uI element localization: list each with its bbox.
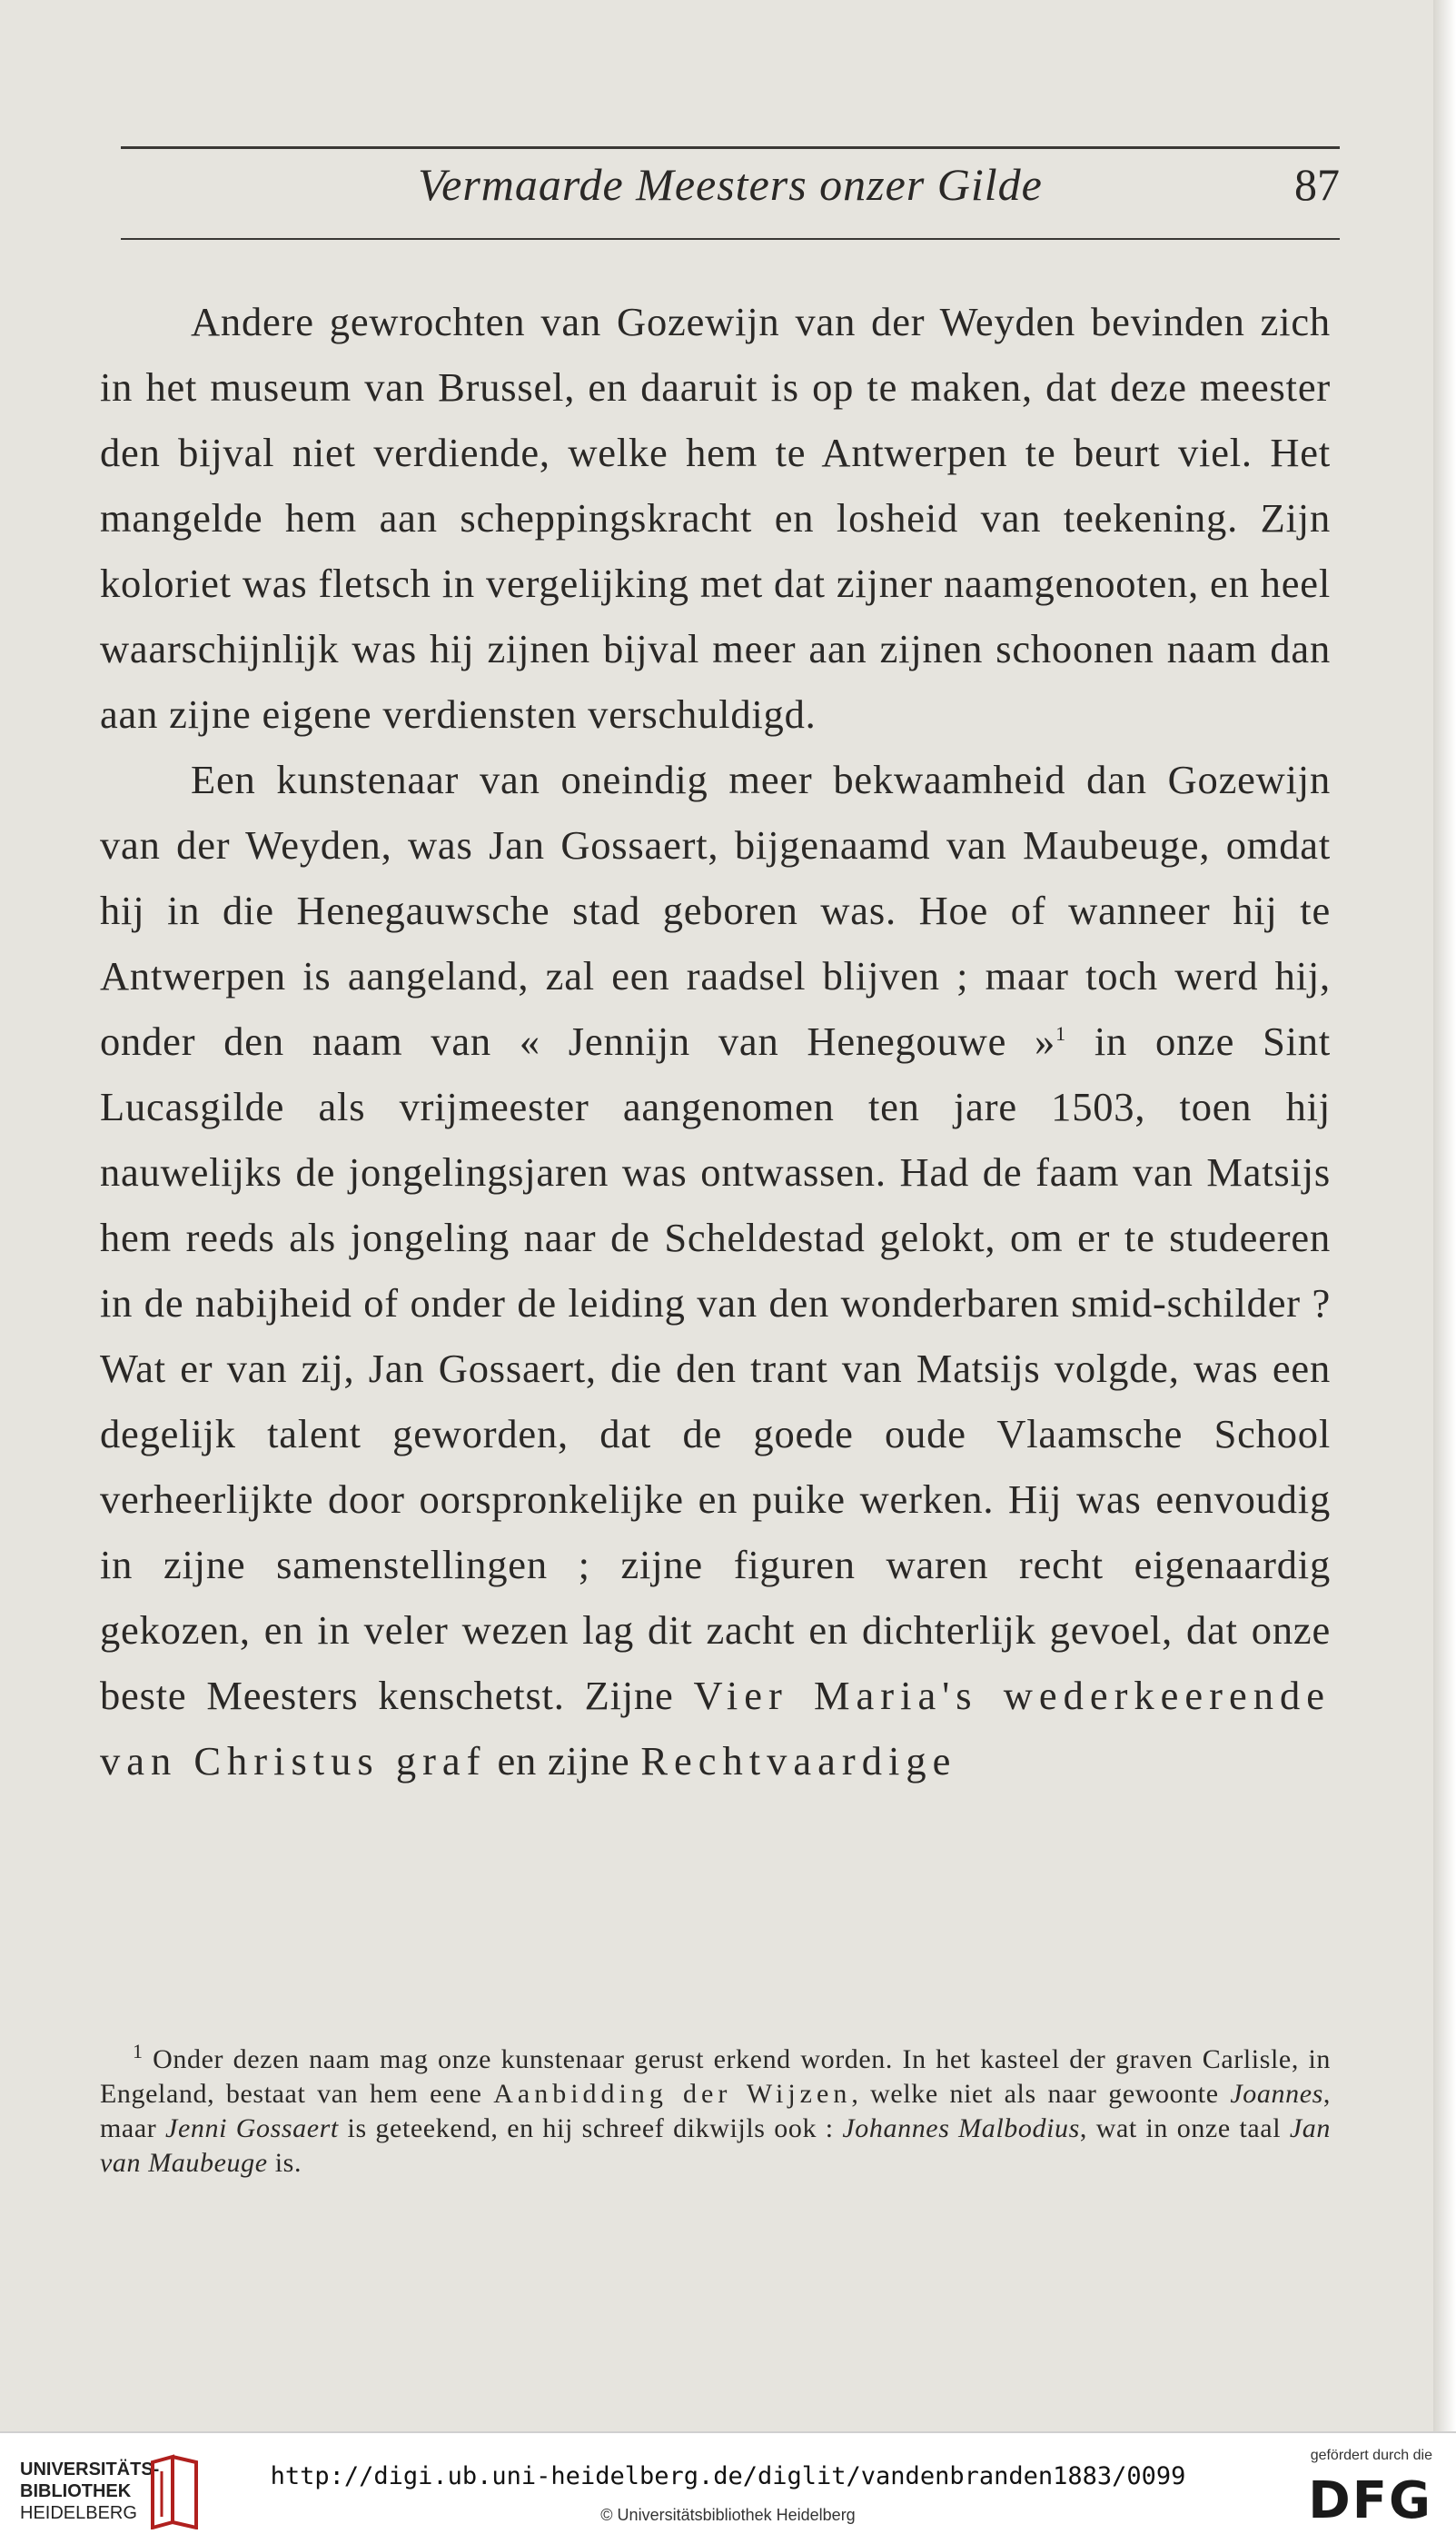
footnote-spaced-title: Aanbidding der Wijzen xyxy=(493,2079,852,2109)
permalink-url[interactable]: http://digi.ub.uni-heidelberg.de/diglit/vandenbranden1883/0099 xyxy=(270,2462,1186,2490)
paragraph-2-part-b: in onze Sint Lucasgilde als vrijmeester aangenomen ten jare 1503, toen hij nauwelijks de jongelingsjaren was ontwassen. Had de faam van Matsijs hem reeds als jongeling naar de Scheldestad gelokt, om er te studeeren in de nabijheid of onder de leiding van den wonderbaren smid-schilder ? Wat er van zij, Jan Gossaert, die den trant van Matsijs volgde, was een degelijk talent geworden, dat de goede oude Vlaamsche School verheerlijkte door oorspronkelijke en puike werken. Hij was eenvoudig in zijne samenstellingen ; zijne figuren waren recht eigenaardig gekozen, en in veler wezen lag dit zacht en dichterlijk gevoel, dat onze beste Meesters kenschetst. Zijne xyxy=(100,1019,1331,1718)
footnote-text: is geteekend, en hij schreef dikwijls ook : xyxy=(338,2113,843,2143)
footnote-text: , welke niet als naar gewoonte xyxy=(851,2079,1231,2109)
paragraph-2-part-a: Een kunstenaar van oneindig meer bekwaamheid dan Gozewijn van der Weyden, was Jan Gossaert, bijgenaamd van Maubeuge, omdat hij in die Henegauwsche stad geboren was. Hoe of wanneer hij te Antwerpen is aangeland, zal een raadsel blijven ; maar toch werd hij, onder den naam van « Jennijn van Henegouwe » xyxy=(100,757,1331,1064)
footnotes xyxy=(100,2042,1331,2181)
header-rule-bottom xyxy=(121,238,1340,240)
library-line-3: HEIDELBERG xyxy=(20,2503,137,2523)
library-line-2: BIBLIOTHEK xyxy=(20,2481,132,2501)
footnote-text: Onder dezen naam mag onze kunstenaar gerust erkend worden. In het kasteel der graven Carlisle, in Engeland, bestaat van hem eene xyxy=(100,2044,1331,2109)
footnote-italic: Jenni Gossaert xyxy=(165,2113,339,2143)
footnote-reference: 1 xyxy=(1055,1022,1066,1046)
funder-caption: gefördert durch die xyxy=(1310,2448,1432,2463)
footnote-text: is. xyxy=(267,2148,302,2178)
running-title: Vermaarde Meesters onzer Gilde xyxy=(418,159,1043,210)
running-head xyxy=(121,158,1340,222)
copyright-notice: © Universitätsbibliothek Heidelberg xyxy=(600,2506,856,2524)
footer-bar xyxy=(0,2431,1456,2544)
footnote-italic: Joannes xyxy=(1230,2079,1323,2109)
dfg-logo[interactable]: DFG xyxy=(1308,2471,1432,2530)
library-line-1: UNIVERSITÄTS- xyxy=(20,2460,160,2479)
spaced-title-2: Rechtvaardige xyxy=(640,1738,957,1784)
footnote-text: , maar xyxy=(100,2079,1331,2143)
spaced-title-1: Vier Maria's wederkeerende van Christus graf xyxy=(100,1673,1331,1784)
paragraph-2 xyxy=(100,747,1331,1794)
footnote-italic: Johannes Malbodius xyxy=(842,2113,1080,2143)
page-number: 87 xyxy=(1294,159,1340,210)
footnote-text: , wat in onze taal xyxy=(1079,2113,1290,2143)
footnote-1 xyxy=(100,2042,1331,2181)
footnote-marker: 1 xyxy=(133,2040,144,2062)
footnote-italic: Jan van Maubeuge xyxy=(100,2113,1331,2178)
paragraph-1: Andere gewrochten van Gozewijn van der Weyden bevinden zich in het museum van Brussel, en daaruit is op te maken, dat deze meester den bijval niet verdiende, welke hem te Antwerpen te beurt viel. Het mangelde hem aan scheppingskracht en losheid van teekening. Zijn koloriet was fletsch in vergelijking met dat zijner naamgenooten, en heel waarschijnlijk was hij zijnen bijval meer aan zijnen schoonen naam dan aan zijne eigene verdiensten verschuldigd. xyxy=(100,299,1331,737)
paragraph-2-part-c: en zijne xyxy=(486,1738,641,1784)
page-edge xyxy=(1433,0,1456,2431)
header-rule-top xyxy=(121,146,1340,149)
body-text xyxy=(100,289,1331,1794)
